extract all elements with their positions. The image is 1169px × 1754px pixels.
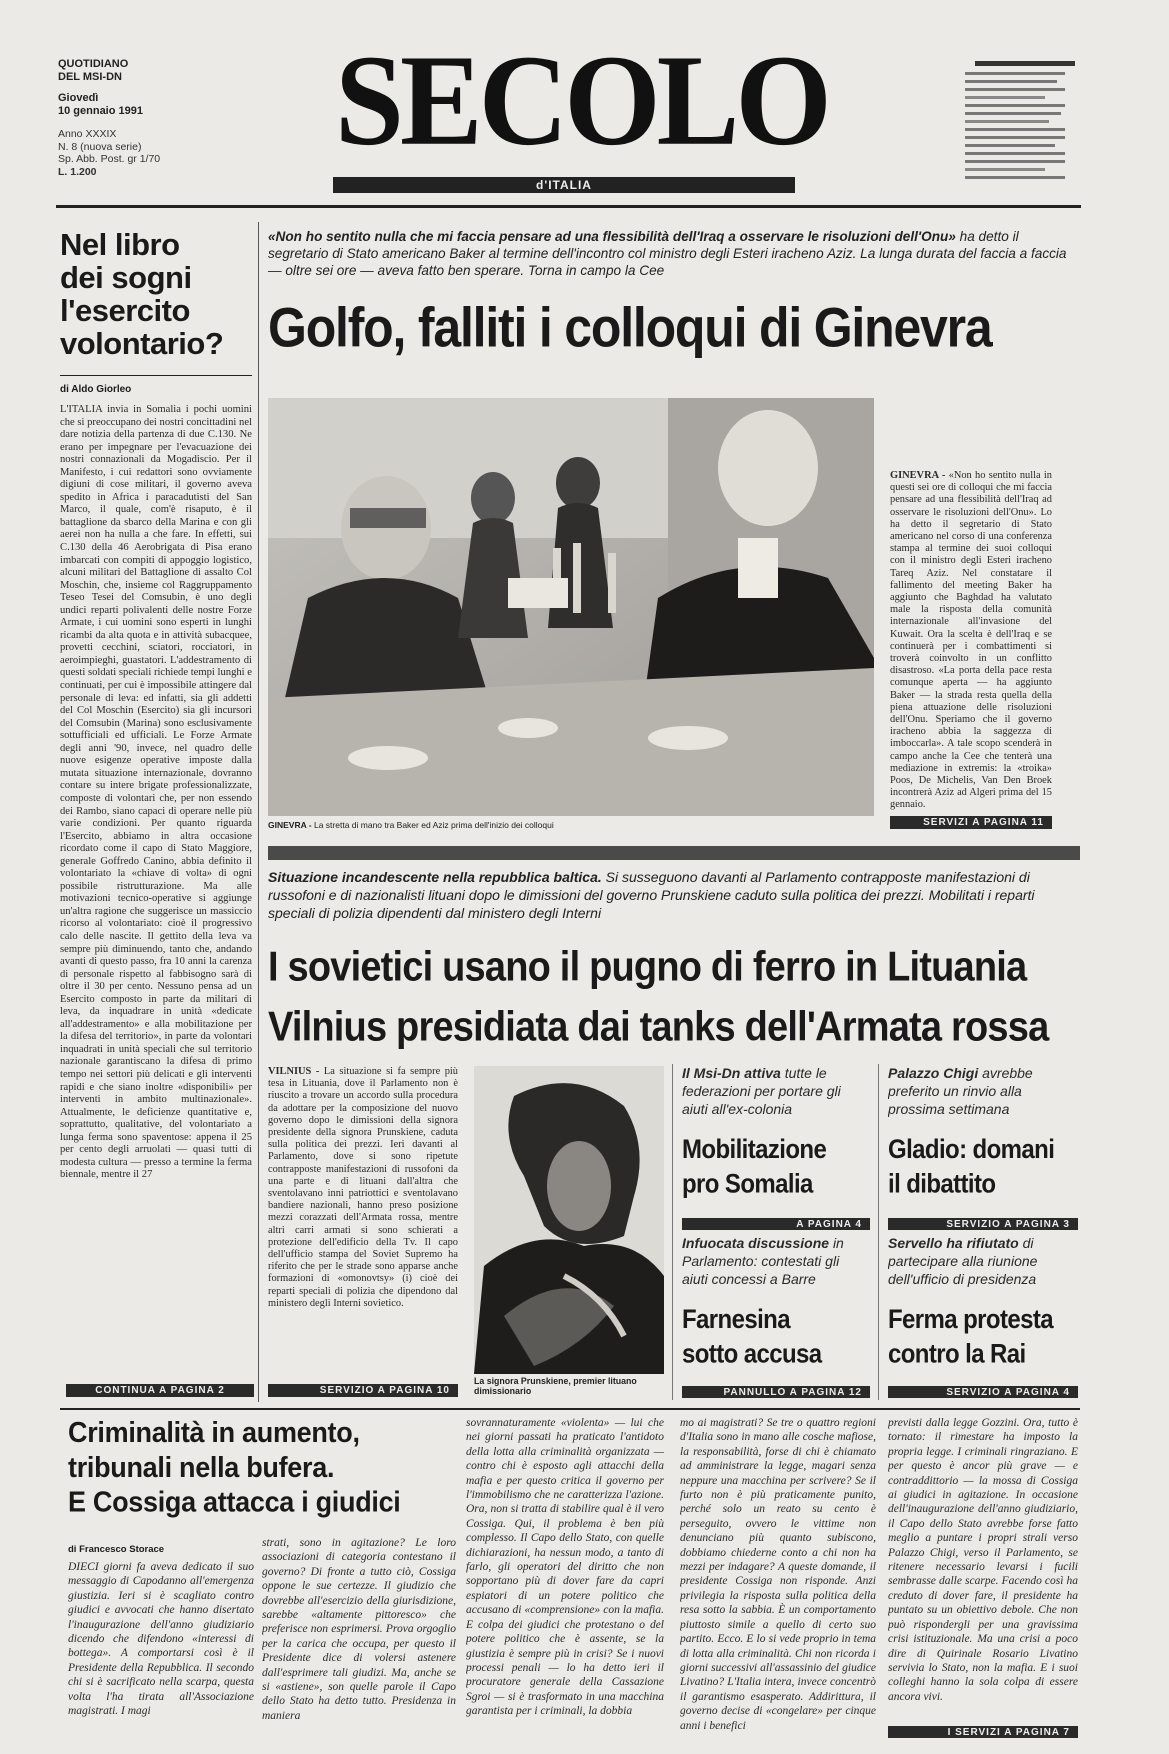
- brief-gladio-headline: [888, 1132, 1054, 1201]
- lead-body: «Non ho sentito nulla in questi sei ore di colloqui che mi faccia pensare ad una flessibilità dell'Iraq ad osservare le risoluzioni dell'Onu». Lo ha detto il segretario di Stato americano nel corso di una conferenza stampa al termine dei suoi colloqui con il ministro degli Esteri iracheno Tareq Aziz. Nel constatare il fallimento del meeting Baker ha aggiunto che Baghdad ha valutato male la risposta della comunità internazionale all'invasione del Kuwait. Ora la scelta è dell'Iraq e se continuerà per i combattimenti si troverà coinvolto in un conflitto disastroso. «La porta della pace resta comunque aperta — ha aggiunto Baker — la strada resta quella della piena attuazione delle risoluzioni dell'Onu. Speriamo che il governo iracheno abbia la saggezza di imboccarla». A tale scopo scenderà in campo anche la Cee che tenterà una mediazione in extremis: la «troika» Poos, De Michelis, Van Den Broek incontrerà Aziz ad Algeri prima del 15 gennaio.: [890, 470, 1052, 810]
- headline-line: E Cossiga attacca i giudici: [68, 1486, 401, 1518]
- masthead-title: SECOLO: [335, 28, 828, 173]
- subscription-rates: [965, 58, 1075, 198]
- masthead-rule: [56, 205, 1081, 208]
- issue-number: N. 8 (nuova serie): [58, 140, 142, 153]
- bottom-byline: di Francesco Storace: [68, 1544, 165, 1555]
- masthead-line: DEL MSI-DN: [58, 70, 122, 83]
- headline-line: Farnesina: [682, 1304, 790, 1335]
- lead-kicker-text: ha detto il segretario di Stato americano Baker al termine dell'incontro col ministro degli Esteri iracheno Aziz. La lunga durata del faccia a faccia — oltre sei ore — aveva fatto ben sperare. Torna in campo la Cee: [268, 229, 1067, 278]
- brief-rai-headline: [888, 1302, 1053, 1371]
- lead-photo-image: [268, 398, 874, 816]
- brief-gladio-bar: SERVIZIO A PAGINA 3: [888, 1218, 1078, 1230]
- second-headline-1: I sovietici usano il pugno di ferro in Lituania: [268, 944, 1027, 991]
- headline-line: Nel libro: [60, 227, 180, 262]
- section-band: [268, 846, 1080, 860]
- brief-farnesina-headline: [682, 1302, 822, 1371]
- lead-pages-bar: SERVIZI A PAGINA 11: [890, 816, 1052, 829]
- lead-dateline: GINEVRA -: [890, 470, 946, 481]
- issue-postal: Sp. Abb. Post. gr 1/70: [58, 153, 161, 165]
- brief-farnesina-kicker: [682, 1234, 868, 1294]
- headline-line: tribunali nella bufera.: [68, 1451, 335, 1484]
- headline-line: Mobilitazione: [682, 1134, 827, 1165]
- lead-headline: Golfo, falliti i colloqui di Ginevra: [268, 296, 992, 359]
- brief-gladio-kicker: [888, 1064, 1074, 1124]
- masthead-publication: [58, 58, 128, 83]
- lead-article: [890, 470, 1052, 810]
- headline-line: Gladio: domani: [888, 1134, 1055, 1165]
- brief-rai-kicker: [888, 1234, 1074, 1294]
- headline-line: l'esercito: [60, 293, 190, 328]
- second-kicker-text: Si susseguono davanti al Parlamento contrapposte manifestazioni di russofoni e di nazionalisti lituani dopo le dimissioni del governo Prunskiene caduto sulla politica dei prezzi. Mobilitati i reparti speciali di polizia dipendenti dal ministero degli Interni: [268, 869, 1035, 921]
- sidebar-byline: di Aldo Giorleo: [60, 384, 132, 395]
- brief-farnesina-bar: PANNULLO A PAGINA 12: [682, 1386, 870, 1398]
- lead-kicker: [268, 228, 1068, 279]
- headline-line: sotto accusa: [682, 1338, 822, 1370]
- bottom-column-3: sovrannaturamente «violenta» — lui che nei giorni passati ha praticato l'antidoto della lotta alla criminalità organizzata — contro chi è esposto agli attacchi della mafia e per questo critica il governo per l'immobilismo che ne caratterizza l'azione. Ora, non si tratta di stabilire qual è il vero Cossiga. Qui, il problema è ben più complesso. Il Capo dello Stato, con quelle dichiarazioni, ha nessun modo, a tanto di farlo, gli operatori del diritto che non sopportano più di dover fare da capri espiatori di un potere politico che accusano di «comprensione» con la mafia. E colpa dei giudici che protestano o del potere politico che è assente, se la giustizia è sempre più in crisi? Se i nuovi processi penali — lo ha detto ieri il procuratore generale della Cassazione Sgroi — si è trasformato in una macchina garantista per i criminali, la dobbia: [466, 1417, 664, 1718]
- issue-price: L. 1.200: [58, 165, 97, 178]
- headline-line: volontario?: [60, 326, 224, 361]
- caption-text: La stretta di mano tra Baker ed Aziz prima dell'inizio dei colloqui: [313, 820, 554, 830]
- brief-kicker-bold: Infuocata discussione: [682, 1235, 830, 1251]
- second-dateline: VILNIUS -: [268, 1066, 320, 1077]
- brief-kicker-bold: Il Msi-Dn attiva: [682, 1065, 781, 1081]
- headline-line: Ferma protesta: [888, 1304, 1053, 1335]
- headline-line: pro Somalia: [682, 1168, 813, 1200]
- masthead-bar: [333, 177, 795, 193]
- second-body: La situazione si fa sempre più tesa in Lituania, dove il Parlamento non è riuscito a trovare un accordo sulla procedura da adottare per la composizione del nuovo governo dopo le dimissioni della signora presidente della signora Prunskiene, caduta sulla politica dei prezzi. Ieri davanti al Parlamento, dove si sono ripetute contrapposte manifestazioni di russofoni da una parte e di lituani dall'altra che sventolavano inni patriottici e sventolavano bandiere nazionali, hanno preso posizione mezzi corazzati dell'Armata rossa, mentre altri carri armati si sono schierati a protezione dell'edificio della Tv. Il capo dell'ufficio stampa del Soviet Supremo ha riferito che per le strade sono apparse anche formazioni di «omonovtsy» (i) cioè dei reparti speciali di polizia che dipendono dal ministero degli Interni sovietico.: [268, 1066, 458, 1309]
- issue-year: Anno XXXIX: [58, 128, 117, 140]
- brief-somalia-kicker: [682, 1064, 868, 1124]
- date: 10 gennaio 1991: [58, 104, 143, 117]
- bottom-column-2: strati, sono in agitazione? Le loro associazioni di categoria contestano il governo? Di fronte a tutto ciò, Cossiga oppone le sue certezze. Il giudizio che dovrebbe all'esercizio della giurisdizione, sarebbe «altamente pittoresco» che preferisce non esprimersi. Prova orgoglio per la carica che occupa, per questo il Presidente dice di volersi astenere dall'esprimere tali giudizi. Ma, anche se si «astiene», son quelle parole il Capo dello Stato ha detto tutto. Presidenza in maniera: [262, 1537, 456, 1722]
- column-divider: [672, 1064, 673, 1400]
- lead-kicker-quote: «Non ho sentito nulla che mi faccia pensare ad una flessibilità dell'Iraq a osservare le risoluzioni dell'Onu»: [268, 229, 956, 244]
- bottom-pages-bar: I SERVIZI A PAGINA 7: [888, 1726, 1078, 1738]
- caption-place: GINEVRA -: [268, 820, 312, 830]
- masthead-line: QUOTIDIANO: [58, 58, 129, 70]
- headline-line: contro la Rai: [888, 1338, 1026, 1370]
- second-pages-bar: SERVIZIO A PAGINA 10: [268, 1384, 458, 1397]
- second-article: [268, 1066, 458, 1376]
- brief-rai-bar: SERVIZIO A PAGINA 4: [888, 1386, 1078, 1398]
- lead-photo-caption: [268, 820, 868, 830]
- bottom-column-4: mo ai magistrati? Se tre o quattro regioni d'Italia sono in mano alle cosche mafiose, la responsabilità, forse di chi è chiamato ad amministrare la legge, magari senza neppure una macchina per scrivere? Se il furto non è più praticamente punito, perché solo un reato su cento è perseguito, ovvero le vittime non denunciano più quanto subiscono, dobbiamo chiederne conto a chi non ha mezzi per indagare? A queste domande, il presidente Cossiga non risponde. Anzi privilegia la risposta sulla politica della resa sotto la sabbia. È un comportamento piuttosto simile a quello di certo suo partito. Ecco. E lo si vede proprio in tema di lotta alla criminalità. Chi non ricorda i giorni successivi all'assassinio del giudice Livatino? L'Italia intera, invece concentrò il garantismo esasperato. Addirittura, il governo decise di «congelare» per cinque anni i benefici: [680, 1417, 876, 1732]
- headline-line: Criminalità in aumento,: [68, 1417, 360, 1449]
- prunskiene-photo-image: [474, 1066, 664, 1374]
- brief-kicker-text: in Parlamento: contestati gli aiuti concessi a Barre: [682, 1235, 844, 1287]
- masthead-date: [58, 92, 143, 117]
- headline-line: dei sogni: [60, 260, 192, 295]
- brief-kicker-text: avrebbe preferito un rinvio alla prossima settimana: [888, 1065, 1033, 1117]
- masthead-issue: [58, 128, 160, 178]
- brief-somalia-headline: [682, 1132, 826, 1201]
- continue-bar: CONTINUA A PAGINA 2: [66, 1384, 254, 1397]
- weekday: Giovedì: [58, 92, 99, 104]
- divider: [60, 375, 252, 376]
- prunskiene-photo: [474, 1066, 664, 1374]
- bottom-column-5: previsti dalla legge Gozzini. Ora, tutto è tornato: il rimestare ha imposto la propria legge. I criminali ringraziano. E per questo è ancor più grave — e contraddittorio — la mossa di Cossiga ai giudici in agitazione. In occasione dell'inaugurazione dell'anno giudiziario, il Capo dello Stato avrebbe forse fatto meglio a puntare i propri strali verso Palazzo Chigi, verso il Parlamento, se ritenere necessario levarsi i fucili sembrasse dalle scarpe. Facendo così ha creduto di dover fare, il presidente ha puntato su un obiettivo debole. Che non può rispondergli per una gravissima crisi istituzionale. Ma una crisi a poco dire di Quirinale Rosario Livatino servivia lo Stato, non la mafia. E i suoi colleghi hanno la sola colpa di essere ancora vivi.: [888, 1417, 1078, 1703]
- column-divider: [258, 222, 259, 1402]
- bottom-rule: [60, 1408, 1080, 1410]
- sidebar-headline: [60, 228, 250, 360]
- brief-kicker-bold: Palazzo Chigi: [888, 1065, 979, 1081]
- headline-line: il dibattito: [888, 1168, 996, 1200]
- prunskiene-caption: La signora Prunskiene, premier lituano dimissionario: [474, 1376, 637, 1396]
- bottom-column-1: DIECI giorni fa aveva dedicato il suo messaggio di Capodanno all'emergenza giustizia. Ieri si è scagliato contro giudici e avvocati che hanno disertato l'inaugurazione dell'anno giudiziario dicendo che difendono «interessi di bottega». A comportarsi così è il Presidente della Repubblica. Il secondo chi si è sacrificato nella scarpa, questa volta l'ha tirata all'Associazione magistrati. I magi: [68, 1561, 254, 1718]
- second-headline-2: Vilnius presidiata dai tanks dell'Armata rossa: [268, 1004, 1049, 1051]
- masthead-subtitle: d'ITALIA: [536, 178, 592, 192]
- brief-kicker-text: tutte le federazioni per portare gli aiuti all'ex-colonia: [682, 1065, 841, 1117]
- lead-photo: [268, 398, 874, 816]
- sidebar-article: L'ITALIA invia in Somalia i pochi uomini che si preoccupano dei nostri concittadini nel dare notizia della partenza di due C.130. Ne erano per impegnare per l'evacuazione dei nostri connazionali da Mogadiscio. Per il Manifesto, i cui redattori sono ovviamente digiuni di cose militari, il governo aveva spedito in Africa i paracadutisti del San Marco, il quale, com'è risaputo, è il battaglione da sbarco della Marina e con gli aerei non ha nulla a che fare. In effetti, sui C.130 della 46 Aerobrigata di Pisa erano imbarcati con compiti di appoggio logistico, alcuni militari del Battaglione di assalto Col Moschin, che, insieme col Raggruppamento Teseo Tesei del Comsubin, è uno degli undici reparti polivalenti delle nostre Forze Armate, i cui uomini sono esperti in lunghi ricambi da alta quota e in attività subacquee, provetti cecchini, sciatori, rocciatori, in aeroimpieghi, guastatori. L'addestramento di questi soldati speciali richiede tempi lunghi e continuati, per cui è impossibile attingere dal personale di leva: ed infatti, sia gli addetti del Col Moschin (Esercito) sia gli incursori del Comsubin (Marina) sono esclusivamente sottufficiali ed ufficiali. Le Forze Armate degli anni '90, invece, nel quadro delle nuove esigenze operative imposte dalla mutata situazione internazionale, dovranno contare su intere brigate professionalizzate, composte di volontari che, per non essendo dei Rambo, siano capaci di operare nelle più varie condizioni. Per quanto riguarda l'Esercito, abbiamo in altra occasione ricordato come il capo di Stato Maggiore, generale Goffredo Canino, abbia definito il volontariato la «chiave di volta» di ogni possibile ristrutturazione. Ma alle motivazioni tecnico-operative si aggiunge un'altra ragione che suggerisce un massiccio ricorso al volontariato: cioè il progressivo calo delle nascite. Il gettito della leva va sempre più diminuendo, tanto che, andando avanti di questo passo, fra 10 anni la carenza di personale rispetto al fabbisogno sarà di oltre il 30 per cento. Nessuno pensa ad un Esercito composto in parte da militari di leva, da inquadrare in unità «dedicate all'addestramento» e alla mobilitazione per la difesa del territorio», in parte da volontari inquadrati in unità speciali che sul territorio nazionale garantiscano la difesa di primo tempo nei settori più delicati e gli interventi rapidi e che siano inoltre «disponibili» per interventi in ambito multinazionale». Attualmente, le deficienze quantitative e, soprattutto, qualitative, del volontariato a lunga ferma sono spaventose: appena il 25 per cento degli arruolati — quasi tutti di modesta cultura — presso a termine la ferma biennale, mentre il 27: [60, 404, 252, 1181]
- brief-kicker-text: di partecipare alla riunione dell'ufficio di presidenza: [888, 1235, 1038, 1287]
- column-divider: [878, 1064, 879, 1400]
- second-kicker: [268, 868, 1068, 922]
- brief-somalia-bar: A PAGINA 4: [682, 1218, 870, 1230]
- bottom-headline: [68, 1416, 401, 1520]
- brief-kicker-bold: Servello ha rifiutato: [888, 1235, 1019, 1251]
- second-kicker-bold: Situazione incandescente nella repubblica baltica.: [268, 869, 602, 885]
